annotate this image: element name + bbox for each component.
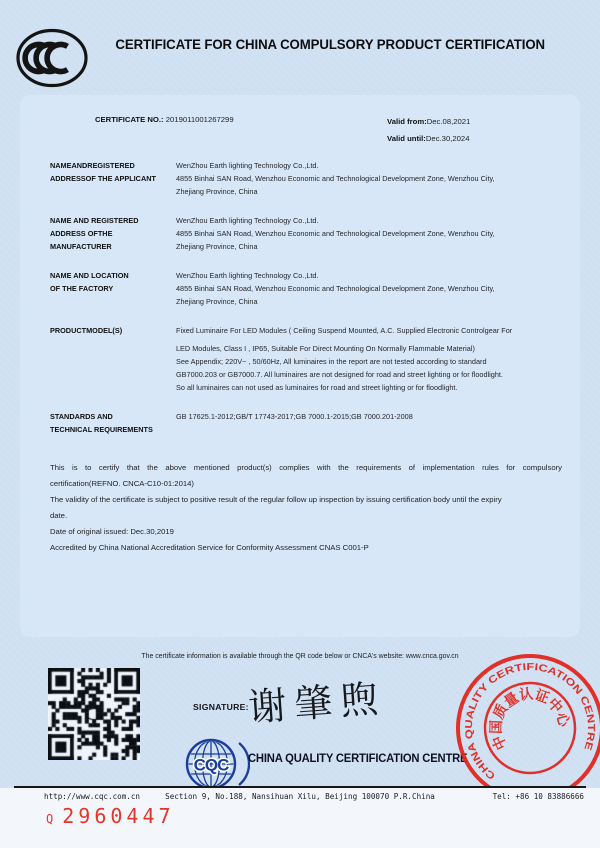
certificate-body-panel [20, 95, 580, 637]
cqc-logo-text: CQC [193, 755, 229, 775]
standards-value: GB 17625.1-2012;GB/T 17743-2017;GB 7000.1-2015;GB 7000.201-2008 [176, 412, 413, 421]
certificate-number-row [50, 113, 562, 159]
serial-prefix: Q [46, 812, 54, 826]
section-standards [50, 410, 562, 436]
certificate-serial [46, 804, 175, 828]
statement-validity-line2: date. [50, 511, 68, 520]
manufacturer-label: NAME AND REGISTERED ADDRESS OFTHE MANUFACTURER [50, 216, 139, 251]
seal-inner-text: 中国质量认证中心 [488, 686, 572, 752]
section-product-models [50, 324, 562, 394]
certificate-no-label: CERTIFICATE NO.: [95, 115, 164, 124]
page-title: CERTIFICATE FOR CHINA COMPULSORY PRODUCT CERTIFICATION [115, 37, 545, 52]
signature-handwriting: 谢肇煦 [246, 676, 388, 730]
svg-text:CHINA QUALITY CERTIFICATION CE [450, 648, 600, 785]
validity-block [387, 113, 470, 147]
statement-certify-line2: certification(REFNO. CNCA-C10-01:2014) [50, 479, 194, 488]
factory-label: NAME AND LOCATION OF THE FACTORY [50, 271, 129, 293]
valid-from-row [387, 113, 470, 130]
statement-original-issue-date: Date of original issued: Dec.30,2019 [50, 527, 174, 536]
product-models-label: PRODUCTMODEL(S) [50, 326, 123, 335]
cqc-logo-icon [184, 736, 250, 792]
valid-from-value: Dec.08,2021 [426, 117, 471, 126]
section-applicant [50, 159, 562, 198]
applicant-label: NAMEANDREGISTERED ADDRESSOF THE APPLICANT [50, 161, 156, 183]
qr-code [48, 668, 140, 760]
qr-info-note: The certificate information is available through the QR code below or CNCA's website: www.cnca.gov.cn [141, 653, 459, 660]
valid-from-label: Valid from: [387, 117, 427, 126]
applicant-value: WenZhou Earth lighting Technology Co.,Ltd. 4855 Binhai SAN Road, Wenzhou Economic and Technological Development Zone, Wenzhou City, Zhejiang Province, China [176, 161, 495, 196]
valid-until-label: Valid until: [387, 134, 426, 143]
valid-until-row [387, 130, 470, 147]
product-models-value: Fixed Luminaire For LED Modules ( Ceiling Suspend Mounted, A.C. Supplied Electronic Controlgear For LED Modules, Class I , IP65, Suitable For Direct Mounting On Normally Flammable Material) See Appendix; 220V~ , 50/60Hz, All luminaires in the report are not tested according to standard GB7000.203 or GB7000.7. All luminaires are not designed for road and street lighting or for floodlight. So all luminaires can not used as luminaires for road and street lighting or for floodlight. [176, 326, 513, 392]
ccc-logo-icon [14, 26, 92, 90]
seal-ring-text: CHINA QUALITY CERTIFICATION CENTRE [463, 661, 597, 782]
cqc-centre-name: CHINA QUALITY CERTIFICATION CENTRE [248, 752, 468, 765]
cqc-address: Section 9, No.188, Nansihuan Xilu, Beijing 100070 P.R.China [165, 792, 435, 801]
statement-validity-line1: The validity of the certificate is subject to positive result of the regular follow up inspection by issuing certification body until the expiry [50, 495, 502, 504]
manufacturer-value: WenZhou Earth lighting Technology Co.,Ltd. 4855 Binhai SAN Road, Wenzhou Economic and Technological Development Zone, Wenzhou City, Zhejiang Province, China [176, 216, 495, 251]
section-factory [50, 269, 562, 308]
serial-number: 2960447 [62, 804, 175, 828]
section-manufacturer [50, 214, 562, 253]
contact-row [0, 792, 600, 804]
factory-value: WenZhou Earth lighting Technology Co.,Ltd. 4855 Binhai SAN Road, Wenzhou Economic and Technological Development Zone, Wenzhou City, Zhejiang Province, China [176, 271, 495, 306]
statement-certify-line1: This is to certify that the above mentioned product(s) complies with the requirements of implementation rules for compulsory [50, 463, 562, 472]
valid-until-value: Dec.30,2024 [425, 134, 470, 143]
footer-divider [14, 786, 586, 788]
signature-label: SIGNATURE: [193, 702, 249, 712]
cqc-website-url: http://www.cqc.com.cn [44, 792, 141, 801]
cqc-telephone: Tel: +86 10 83886666 [492, 792, 584, 801]
statement-accreditation: Accredited by China National Accreditation Service for Conformity Assessment CNAS C001-P [50, 543, 369, 552]
standards-label: STANDARDS AND TECHNICAL REQUIREMENTS [50, 412, 153, 434]
certification-statements [50, 460, 562, 556]
certificate-no-value: 2019011001267299 [165, 115, 234, 124]
